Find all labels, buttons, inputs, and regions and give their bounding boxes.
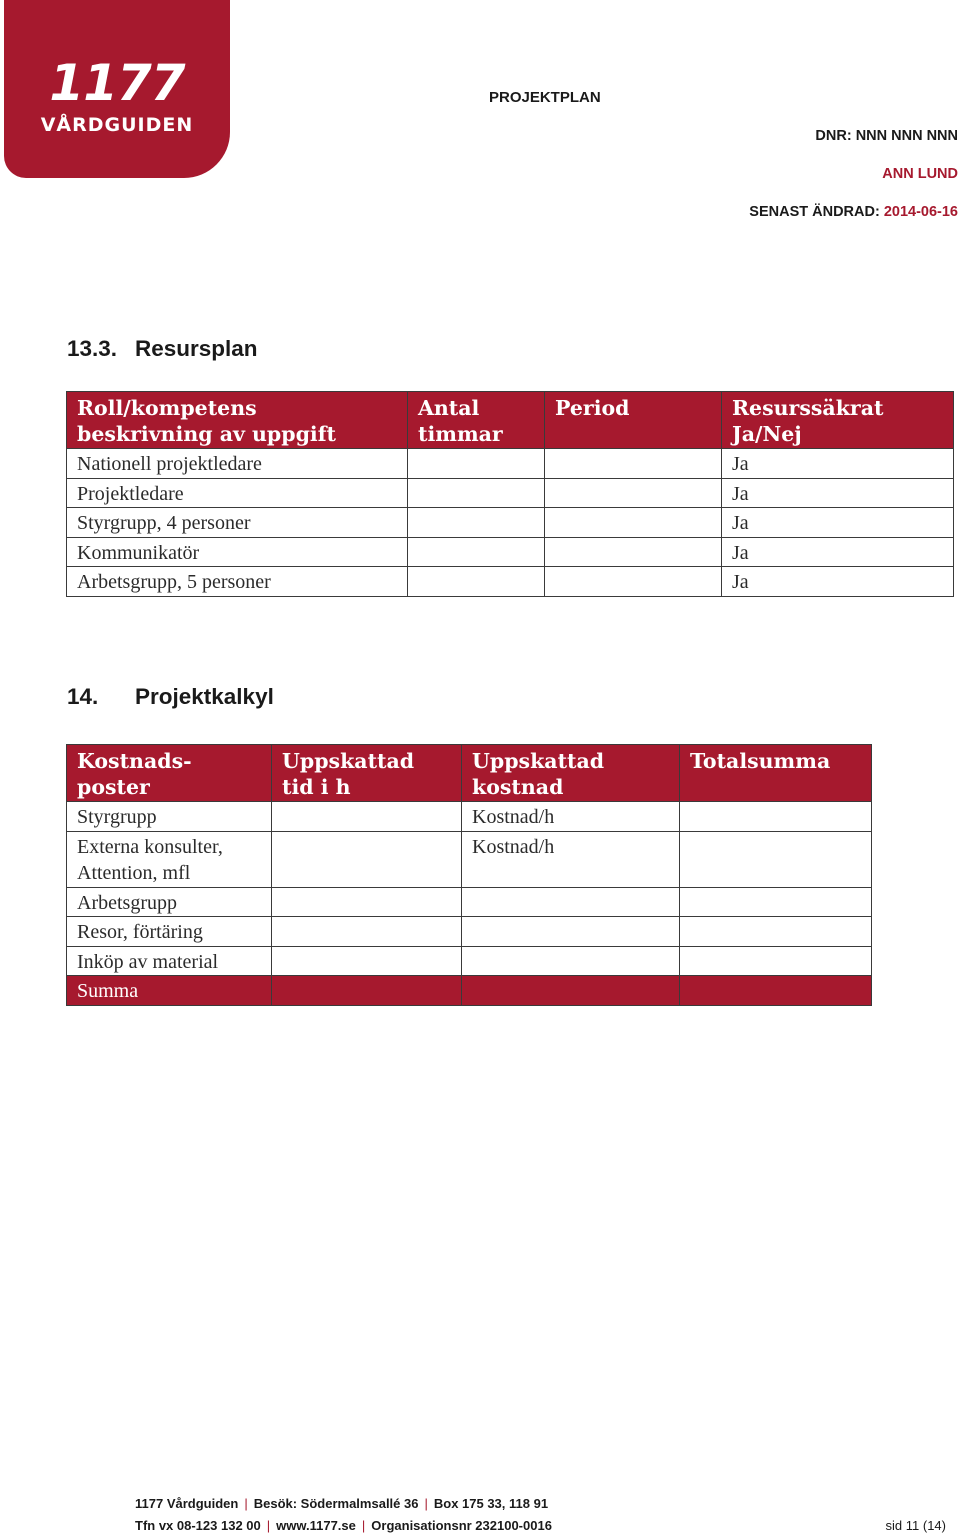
table-cell xyxy=(462,976,680,1006)
table-cell: Styrgrupp, 4 personer xyxy=(67,508,408,538)
table-cell xyxy=(462,917,680,947)
table-cell: Ja xyxy=(722,567,954,597)
table-cell: Styrgrupp xyxy=(67,802,272,832)
table-cell xyxy=(545,508,722,538)
column-header: Uppskattad tid i h xyxy=(272,745,462,802)
logo-name: VÅRDGUIDEN xyxy=(40,114,194,136)
table-cell: Kostnad/h xyxy=(462,802,680,832)
page-number: sid 11 (14) xyxy=(885,1518,946,1533)
footer-orgnr: Organisationsnr 232100-0016 xyxy=(371,1518,552,1533)
column-header: Kostnads-poster xyxy=(67,745,272,802)
table-cell xyxy=(680,946,872,976)
table-header-row xyxy=(67,392,954,449)
table-row xyxy=(67,802,872,832)
table-cell xyxy=(462,887,680,917)
table-cell: Inköp av material xyxy=(67,946,272,976)
table-cell: Ja xyxy=(722,508,954,538)
heading-title: Projektkalkyl xyxy=(135,684,274,709)
table-cell: Arbetsgrupp xyxy=(67,887,272,917)
logo xyxy=(4,0,230,178)
footer-separator: | xyxy=(266,1518,271,1533)
footer-org: 1177 Vårdguiden xyxy=(135,1496,239,1511)
heading-projektkalkyl xyxy=(67,684,274,710)
table-cell xyxy=(272,917,462,947)
table-cell xyxy=(272,946,462,976)
column-header: Antal timmar xyxy=(408,392,545,449)
table-cell: Resor, förtäring xyxy=(67,917,272,947)
last-changed-date: 2014-06-16 xyxy=(883,204,958,220)
column-header: Resurssäkrat Ja/Nej xyxy=(722,392,954,449)
table-row xyxy=(67,946,872,976)
project-calculation-table xyxy=(66,744,872,1006)
footer-phone: Tfn vx 08-123 132 00 xyxy=(135,1518,261,1533)
heading-title: Resursplan xyxy=(135,336,258,361)
table-cell xyxy=(408,449,545,479)
dnr-label: DNR: xyxy=(815,128,852,144)
resource-plan-table xyxy=(66,391,954,597)
last-changed xyxy=(749,204,958,220)
footer-separator: | xyxy=(361,1518,366,1533)
table-row xyxy=(67,831,872,887)
table-cell: Kostnad/h xyxy=(462,831,680,887)
summary-label: Summa xyxy=(67,976,272,1006)
table-cell: Arbetsgrupp, 5 personer xyxy=(67,567,408,597)
table-cell xyxy=(680,917,872,947)
table-row xyxy=(67,449,954,479)
table-row xyxy=(67,537,954,567)
table-cell xyxy=(408,537,545,567)
table-cell: Kommunikatör xyxy=(67,537,408,567)
footer-separator: | xyxy=(244,1496,248,1511)
document-type: PROJEKTPLAN xyxy=(489,89,601,106)
table-cell xyxy=(408,478,545,508)
footer-box: Box 175 33, 118 91 xyxy=(433,1496,549,1511)
table-cell: Ja xyxy=(722,449,954,479)
footer-address-line xyxy=(135,1496,548,1511)
table-row xyxy=(67,508,954,538)
heading-number: 13.3. xyxy=(67,336,118,361)
table-cell xyxy=(680,976,872,1006)
table-cell xyxy=(272,802,462,832)
document-number xyxy=(815,128,958,144)
table-row xyxy=(67,887,872,917)
table-cell xyxy=(545,537,722,567)
column-header: Period xyxy=(545,392,722,449)
table-cell xyxy=(272,831,462,887)
document-author: ANN LUND xyxy=(882,166,958,182)
table-cell: Projektledare xyxy=(67,478,408,508)
footer-visit: Besök: Södermalmsallé 36 xyxy=(253,1496,419,1511)
table-cell: Nationell projektledare xyxy=(67,449,408,479)
last-changed-label: SENAST ÄNDRAD: xyxy=(749,204,880,220)
logo-number: 1177 xyxy=(49,54,185,112)
table-row xyxy=(67,917,872,947)
table-row xyxy=(67,567,954,597)
table-cell xyxy=(545,567,722,597)
heading-number: 14. xyxy=(67,684,99,709)
table-cell xyxy=(680,831,872,887)
table-row xyxy=(67,478,954,508)
table-cell xyxy=(462,946,680,976)
table-cell xyxy=(680,887,872,917)
table-cell: Ja xyxy=(722,537,954,567)
table-cell: Externa konsulter, Attention, mfl xyxy=(67,831,272,887)
table-cell xyxy=(408,567,545,597)
column-header: Uppskattad kostnad xyxy=(462,745,680,802)
column-header: Totalsumma xyxy=(680,745,872,802)
footer-web-link[interactable]: www.1177.se xyxy=(276,1518,356,1533)
footer-separator: | xyxy=(424,1496,428,1511)
table-cell: Ja xyxy=(722,478,954,508)
table-cell xyxy=(272,887,462,917)
table-cell xyxy=(545,449,722,479)
dnr-value: NNN NNN NNN xyxy=(855,128,958,144)
table-cell xyxy=(680,802,872,832)
table-header-row xyxy=(67,745,872,802)
table-cell xyxy=(408,508,545,538)
table-cell xyxy=(545,478,722,508)
table-cell xyxy=(272,976,462,1006)
heading-resursplan xyxy=(67,336,258,362)
column-header: Roll/kompetens beskrivning av uppgift xyxy=(67,392,408,449)
footer-contact-line xyxy=(135,1518,552,1533)
summary-row xyxy=(67,976,872,1006)
